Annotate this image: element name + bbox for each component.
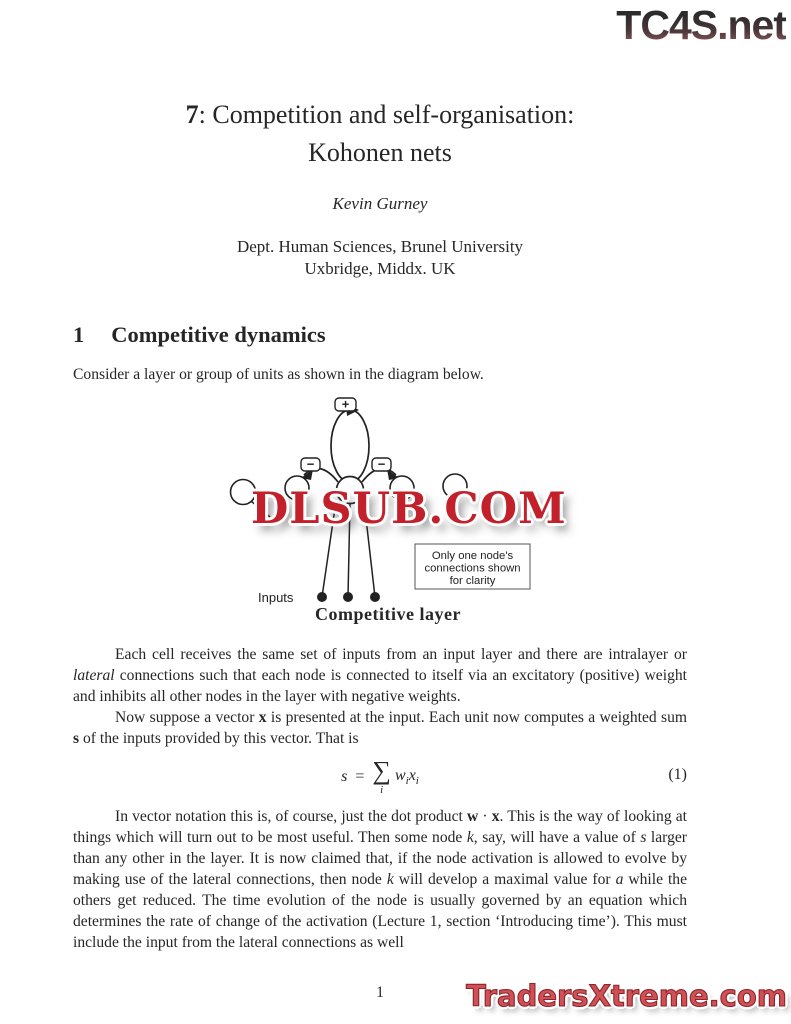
page-number: 1	[376, 984, 384, 1001]
section-title: Competitive dynamics	[111, 322, 326, 347]
note-line-1: Only one node's	[431, 550, 514, 562]
watermark-tc4s: TC4S.net	[616, 2, 786, 48]
paragraph-3: In vector notation this is, of course, just the dot product w · x. This is the way of looking at things which will turn out to be most useful. Then some node k, say, will have a value of s larger than any other in the layer. It is now claimed that, if the node activation is allowed to evolve by making use of the lateral connections, then node k will develop a maximal value for a while the others get reduced. The time evolution of the node is usually governed by an equation which determines the rate of change of the activation (Lecture 1, section ‘Introducing time’). This must include the input from the lateral connections as well	[73, 808, 688, 951]
equation-terms: $w_ix_i$	[394, 766, 419, 788]
equation-number: (1)	[668, 766, 687, 783]
equation-lhs: s	[341, 768, 348, 785]
author-name: Kevin Gurney	[332, 194, 428, 213]
title-line-1: 7: Competition and self-organisation:	[185, 100, 575, 129]
equation-1	[73, 754, 687, 800]
body-text-block-2	[73, 806, 687, 953]
plus-icon: +	[341, 396, 350, 412]
minus-icon-right: −	[377, 456, 386, 472]
self-loop	[331, 410, 369, 482]
figure-caption: Competitive layer	[315, 604, 461, 624]
section-heading	[73, 322, 687, 348]
equals-sign: =	[355, 768, 365, 785]
affiliation-line-2: Uxbridge, Middx. UK	[304, 258, 456, 278]
watermark-dlsub: DLSUB.COM	[251, 484, 567, 534]
title-line-2: Kohonen nets	[308, 138, 452, 167]
body-text-block-1	[73, 644, 687, 749]
section-number: 1	[73, 322, 85, 347]
paragraph-2: Now suppose a vector x is presented at the input. Each unit now computes a weighted sum s of the inputs provided by this vector. That is	[73, 709, 688, 747]
note-line-2: connections shown	[424, 562, 521, 575]
affiliation	[73, 236, 687, 279]
note-line-3: for clarity	[449, 575, 496, 587]
equation-body	[73, 754, 687, 800]
paper-title	[73, 96, 687, 172]
affiliation-line-1: Dept. Human Sciences, Brunel University	[236, 237, 524, 256]
intro-paragraph: Consider a layer or group of units as shown in the diagram below.	[73, 366, 484, 383]
paragraph-1: Each cell receives the same set of inputs from an input layer and there are intralayer or lateral connections such that each node is connected to itself via an excitatory (positive) weight and inhibits all other nodes in the layer with negative weights.	[73, 646, 687, 705]
input-dot-left	[317, 592, 327, 602]
minus-icon-left: −	[306, 456, 315, 472]
watermark-tradersxtreme: TradersXtreme.com	[466, 979, 787, 1013]
inputs-label: Inputs	[258, 590, 294, 605]
input-dot-middle	[343, 592, 353, 602]
input-dot-right	[370, 592, 380, 602]
summation-symbol: ∑ i	[372, 756, 391, 796]
